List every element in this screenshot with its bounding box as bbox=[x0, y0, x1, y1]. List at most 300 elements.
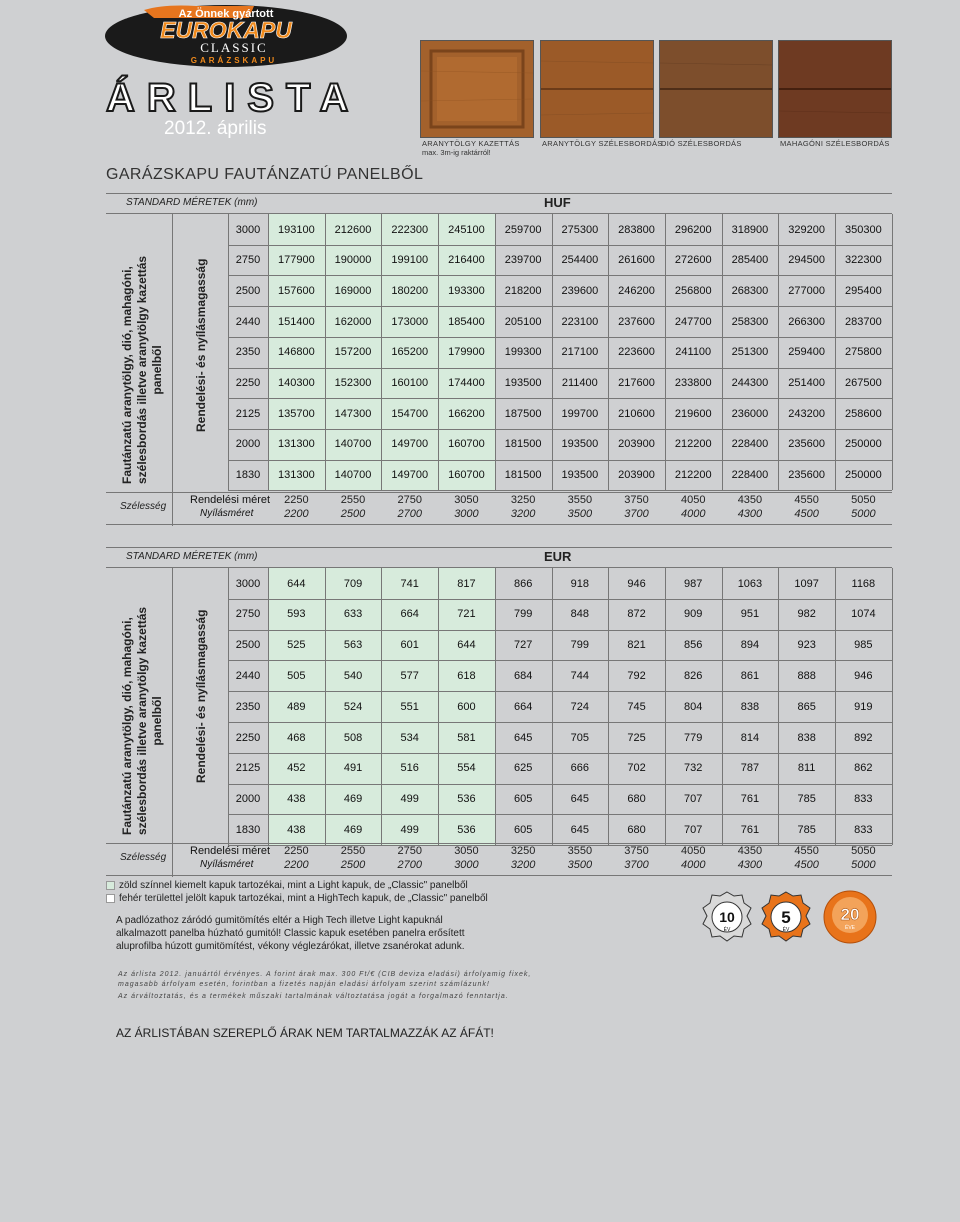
standard-sizes-label: STANDARD MÉRETEK (mm) bbox=[126, 551, 258, 562]
price-cell: 469 bbox=[343, 823, 363, 836]
price-cell: 193100 bbox=[277, 223, 315, 236]
opening-width: 4500 bbox=[794, 508, 819, 520]
badge-5-year-icon bbox=[762, 892, 810, 941]
badge-number: 5 bbox=[781, 908, 791, 927]
legend-white-swatch bbox=[106, 894, 115, 903]
brand-tagline: Az Önnek gyártott bbox=[178, 8, 274, 20]
price-cell: 251400 bbox=[788, 377, 825, 389]
price-cell: 923 bbox=[797, 639, 816, 652]
height-cell: 2350 bbox=[235, 700, 261, 713]
price-cell: 239700 bbox=[504, 254, 542, 267]
price-cell: 525 bbox=[287, 639, 306, 652]
brand-name: EUROKAPU bbox=[160, 17, 292, 43]
opening-width: 2700 bbox=[397, 508, 422, 520]
height-cell: 1830 bbox=[235, 823, 261, 836]
price-cell: 235600 bbox=[788, 469, 825, 482]
sealing-note bbox=[116, 914, 465, 953]
table-row bbox=[228, 368, 892, 399]
price-cell: 157200 bbox=[334, 346, 372, 359]
height-cell: 2250 bbox=[235, 377, 261, 389]
price-cell: 294500 bbox=[788, 254, 825, 267]
price-cell: 633 bbox=[343, 608, 363, 621]
price-cell: 267500 bbox=[844, 377, 882, 389]
price-cell: 241100 bbox=[675, 346, 712, 359]
price-cell: 680 bbox=[627, 823, 646, 836]
height-cell: 2440 bbox=[235, 669, 261, 682]
price-cell: 438 bbox=[287, 793, 306, 806]
price-cell: 605 bbox=[513, 823, 533, 836]
price-cell: 140300 bbox=[277, 377, 315, 389]
badge-unit: ÉV bbox=[723, 927, 731, 933]
order-width: 3250 bbox=[510, 494, 536, 506]
standard-sizes-label: STANDARD MÉRETEK (mm) bbox=[126, 197, 258, 208]
price-cell: 146800 bbox=[277, 346, 315, 359]
price-cell: 872 bbox=[627, 608, 646, 621]
price-cell: 469 bbox=[343, 793, 363, 806]
price-cell: 266300 bbox=[788, 315, 825, 328]
price-cell: 199100 bbox=[391, 254, 429, 267]
price-cell: 909 bbox=[684, 608, 703, 621]
price-cell: 193300 bbox=[448, 284, 485, 297]
height-cell: 2250 bbox=[235, 731, 261, 744]
price-cell: 919 bbox=[854, 700, 873, 713]
height-cell: 2125 bbox=[235, 762, 261, 775]
price-cell: 918 bbox=[570, 577, 590, 590]
price-cell: 833 bbox=[854, 823, 873, 836]
currency-label: HUF bbox=[544, 195, 571, 210]
price-cell: 577 bbox=[400, 669, 419, 682]
price-cell: 861 bbox=[740, 669, 760, 682]
price-cell: 193500 bbox=[504, 377, 542, 389]
table-row bbox=[228, 337, 892, 368]
price-cell: 217100 bbox=[561, 346, 599, 359]
price-cell: 605 bbox=[513, 793, 533, 806]
table-row bbox=[228, 306, 892, 337]
price-cell: 1168 bbox=[851, 577, 876, 590]
price-cell: 205100 bbox=[504, 315, 542, 328]
price-cell: 203900 bbox=[618, 438, 655, 451]
price-cell: 275300 bbox=[561, 223, 599, 236]
price-cell: 508 bbox=[343, 731, 363, 744]
price-cell: 499 bbox=[400, 793, 419, 806]
note-line: aluprofilba húzott gumitömítést, vékony véglezárókat, illetve zsanérokat adunk. bbox=[116, 941, 465, 952]
price-cell: 239600 bbox=[561, 284, 599, 297]
width-label: Szélesség bbox=[120, 852, 167, 863]
height-cell: 2125 bbox=[235, 407, 261, 420]
price-list-date: 2012. április bbox=[164, 118, 267, 139]
price-cell: 982 bbox=[797, 608, 816, 621]
price-cell: 862 bbox=[854, 762, 873, 775]
table-row bbox=[228, 753, 892, 784]
price-cell: 285400 bbox=[731, 254, 769, 267]
height-cell: 1830 bbox=[235, 469, 261, 482]
price-cell: 131300 bbox=[277, 438, 315, 451]
currency-label: EUR bbox=[544, 549, 572, 564]
price-cell: 838 bbox=[797, 731, 816, 744]
order-size-label: Rendelési méret bbox=[190, 845, 271, 857]
opening-size-label: Nyílásméret bbox=[200, 508, 254, 519]
price-cell: 237600 bbox=[618, 315, 655, 328]
eurokapu-logo bbox=[104, 4, 348, 68]
price-cell: 322300 bbox=[844, 254, 882, 267]
table-row bbox=[228, 275, 892, 306]
price-cell: 261600 bbox=[618, 254, 655, 267]
order-width: 2550 bbox=[340, 845, 366, 857]
opening-width: 4300 bbox=[737, 859, 763, 871]
height-cell: 2750 bbox=[235, 254, 261, 267]
badge-20-year-icon bbox=[824, 891, 876, 943]
price-cell: 218200 bbox=[504, 284, 542, 297]
price-cell: 329200 bbox=[788, 223, 825, 236]
price-cell: 761 bbox=[740, 823, 760, 836]
swatch-mahagoni-szelesbordas bbox=[778, 40, 892, 138]
price-cell: 894 bbox=[740, 639, 760, 652]
table-row bbox=[228, 630, 892, 661]
fine-print: Az árváltoztatás, és a termékek műszaki tartalmának változtatása jogát a forgalmazó fenntartja. bbox=[118, 993, 509, 1000]
price-cell: 185400 bbox=[448, 315, 485, 328]
price-cell: 283800 bbox=[618, 223, 655, 236]
price-cell: 179900 bbox=[448, 346, 485, 359]
order-width: 3750 bbox=[624, 494, 649, 506]
table-row bbox=[228, 660, 892, 691]
price-cell: 452 bbox=[287, 762, 306, 775]
price-cell: 259400 bbox=[788, 346, 825, 359]
table-header bbox=[106, 194, 892, 214]
price-cell: 856 bbox=[684, 639, 703, 652]
price-cell: 147300 bbox=[334, 407, 372, 420]
price-cell: 536 bbox=[457, 793, 476, 806]
swatch-caption: MAHAGÓNI SZÉLESBORDÁS bbox=[780, 139, 890, 148]
price-cell: 785 bbox=[797, 823, 816, 836]
product-side-label: Fautánzatú aranytölgy, dió, mahagóni, szélesbordás illetve aranytölgy kazettás panelből bbox=[120, 606, 164, 835]
table-row bbox=[228, 599, 892, 630]
price-cell: 1063 bbox=[737, 577, 763, 590]
price-table-eur bbox=[106, 547, 892, 877]
opening-width: 4300 bbox=[737, 508, 763, 520]
fine-print: Az árlista 2012. januártól érvényes. A forint árak max. 300 Ft/€ (CIB deviza eladási) árfolyamig fixek, bbox=[118, 971, 532, 978]
price-cell: 247700 bbox=[674, 315, 712, 328]
price-table-huf bbox=[106, 193, 892, 526]
price-cell: 664 bbox=[513, 700, 533, 713]
note-line: alkalmazott panelba húzható gumitól! Classic kapuk esetében panelra erősített bbox=[116, 928, 465, 939]
price-cell: 199300 bbox=[504, 346, 542, 359]
price-cell: 223100 bbox=[561, 315, 599, 328]
opening-width: 4000 bbox=[680, 859, 706, 871]
price-cell: 236000 bbox=[731, 407, 769, 420]
opening-width: 2500 bbox=[340, 508, 366, 520]
price-cell: 1074 bbox=[851, 608, 876, 621]
price-cell: 593 bbox=[287, 608, 306, 621]
price-cell: 618 bbox=[457, 669, 476, 682]
order-width: 4350 bbox=[737, 845, 763, 857]
price-cell: 212200 bbox=[674, 438, 712, 451]
price-cell: 645 bbox=[513, 731, 533, 744]
price-cell: 223600 bbox=[618, 346, 655, 359]
price-cell: 151400 bbox=[277, 315, 315, 328]
price-cell: 251300 bbox=[731, 346, 769, 359]
price-cell: 1097 bbox=[794, 577, 819, 590]
price-cell: 173000 bbox=[391, 315, 429, 328]
price-cell: 745 bbox=[627, 700, 646, 713]
legend-white bbox=[106, 893, 488, 904]
order-width: 4050 bbox=[680, 494, 706, 506]
height-cell: 3000 bbox=[235, 577, 261, 590]
order-width: 3050 bbox=[454, 845, 479, 857]
opening-width: 4500 bbox=[794, 859, 819, 871]
table-row bbox=[228, 460, 892, 491]
badge-unit: ÉV bbox=[782, 927, 790, 933]
price-cell: 946 bbox=[854, 669, 873, 682]
price-cell: 468 bbox=[287, 731, 306, 744]
price-cell: 228400 bbox=[731, 469, 769, 482]
opening-width: 3500 bbox=[567, 859, 593, 871]
swatch-caption: DIÓ SZÉLESBORDÁS bbox=[661, 139, 742, 148]
order-width: 3550 bbox=[567, 845, 593, 857]
price-cell: 644 bbox=[287, 577, 306, 590]
fine-print: magasabb árfolyam esetén, forintban a fizetés napján eladási árfolyam szerint számlázunk! bbox=[118, 981, 490, 988]
price-cell: 193500 bbox=[561, 438, 599, 451]
price-cell: 799 bbox=[570, 639, 590, 652]
opening-width: 5000 bbox=[851, 508, 876, 520]
price-cell: 600 bbox=[457, 700, 476, 713]
price-cell: 865 bbox=[797, 700, 816, 713]
price-cell: 946 bbox=[627, 577, 646, 590]
brand-sub2: GARÁZSKAPU bbox=[190, 56, 278, 65]
price-cell: 283700 bbox=[844, 315, 882, 328]
price-cell: 217600 bbox=[618, 377, 655, 389]
price-cell: 203900 bbox=[618, 469, 655, 482]
height-side-label: Rendelési- és nyílásmagasság bbox=[194, 258, 208, 432]
price-cell: 814 bbox=[740, 731, 760, 744]
price-cell: 645 bbox=[570, 823, 590, 836]
price-cell: 174400 bbox=[448, 377, 485, 389]
price-cell: 644 bbox=[457, 639, 476, 652]
price-cell: 799 bbox=[513, 608, 533, 621]
order-width: 4350 bbox=[737, 494, 763, 506]
swatch-aranytolgy-kazettas bbox=[420, 40, 534, 138]
price-cell: 625 bbox=[513, 762, 533, 775]
price-cell: 724 bbox=[570, 700, 590, 713]
legend-green-swatch bbox=[106, 881, 115, 890]
price-cell: 131300 bbox=[277, 469, 315, 482]
price-cell: 162000 bbox=[334, 315, 372, 328]
height-cell: 2000 bbox=[235, 438, 261, 451]
table-header bbox=[106, 548, 892, 568]
table-row bbox=[228, 722, 892, 753]
opening-width: 4000 bbox=[680, 508, 706, 520]
price-cell: 645 bbox=[570, 793, 590, 806]
price-cell: 243200 bbox=[788, 407, 825, 420]
table-row bbox=[228, 214, 892, 245]
price-cell: 721 bbox=[457, 608, 476, 621]
order-width: 2250 bbox=[284, 494, 309, 506]
order-width: 2750 bbox=[397, 845, 422, 857]
warranty-badges bbox=[700, 890, 890, 944]
price-cell: 792 bbox=[627, 669, 646, 682]
order-width: 2750 bbox=[397, 494, 422, 506]
swatch-caption-note: max. 3m-ig raktárról! bbox=[422, 148, 491, 157]
price-cell: 245100 bbox=[448, 223, 485, 236]
price-cell: 892 bbox=[854, 731, 873, 744]
height-cell: 2750 bbox=[235, 608, 261, 621]
price-cell: 169000 bbox=[334, 284, 372, 297]
price-cell: 256800 bbox=[674, 284, 712, 297]
price-cell: 222300 bbox=[391, 223, 429, 236]
price-cell: 551 bbox=[400, 700, 419, 713]
order-width: 2250 bbox=[284, 845, 309, 857]
order-width: 3250 bbox=[510, 845, 536, 857]
price-cell: 987 bbox=[684, 577, 703, 590]
price-cell: 540 bbox=[343, 669, 363, 682]
height-cell: 2440 bbox=[235, 315, 261, 328]
opening-width: 5000 bbox=[851, 859, 876, 871]
opening-width: 3000 bbox=[454, 859, 479, 871]
price-cell: 190000 bbox=[334, 254, 372, 267]
price-cell: 741 bbox=[400, 577, 419, 590]
price-cell: 985 bbox=[854, 639, 873, 652]
price-cell: 554 bbox=[457, 762, 476, 775]
price-cell: 135700 bbox=[277, 407, 315, 420]
price-cell: 601 bbox=[400, 639, 419, 652]
table-row bbox=[228, 245, 892, 276]
price-cell: 296200 bbox=[674, 223, 712, 236]
price-cell: 826 bbox=[684, 669, 703, 682]
price-cell: 166200 bbox=[448, 407, 485, 420]
price-cell: 250000 bbox=[844, 438, 882, 451]
price-cell: 181500 bbox=[504, 438, 542, 451]
order-width: 3050 bbox=[454, 494, 479, 506]
section-title: GARÁZSKAPU FAUTÁNZATÚ PANELBŐL bbox=[106, 166, 424, 183]
width-label: Szélesség bbox=[120, 501, 167, 512]
price-cell: 275800 bbox=[844, 346, 882, 359]
table-row bbox=[228, 429, 892, 460]
price-cell: 181500 bbox=[504, 469, 542, 482]
price-cell: 235600 bbox=[788, 438, 825, 451]
price-cell: 254400 bbox=[561, 254, 599, 267]
price-cell: 787 bbox=[740, 762, 760, 775]
price-cell: 438 bbox=[287, 823, 306, 836]
opening-size-label: Nyílásméret bbox=[200, 859, 254, 870]
price-cell: 152300 bbox=[334, 377, 372, 389]
price-cell: 499 bbox=[400, 823, 419, 836]
price-cell: 228400 bbox=[731, 438, 769, 451]
price-cell: 951 bbox=[740, 608, 760, 621]
price-cell: 505 bbox=[287, 669, 306, 682]
price-cell: 350300 bbox=[844, 223, 882, 236]
opening-width: 3700 bbox=[624, 859, 649, 871]
page-title: ÁRLISTA bbox=[106, 76, 361, 120]
price-cell: 157600 bbox=[277, 284, 315, 297]
price-cell: 489 bbox=[287, 700, 306, 713]
price-cell: 709 bbox=[343, 577, 363, 590]
order-size-label: Rendelési méret bbox=[190, 494, 271, 506]
price-cell: 211400 bbox=[561, 377, 598, 389]
swatch-caption: ARANYTÖLGY SZÉLESBORDÁS bbox=[542, 139, 663, 148]
order-width: 2550 bbox=[340, 494, 366, 506]
opening-width: 2700 bbox=[397, 859, 422, 871]
price-cell: 160700 bbox=[448, 438, 485, 451]
order-width: 3750 bbox=[624, 845, 649, 857]
price-cell: 187500 bbox=[504, 407, 542, 420]
price-cell: 732 bbox=[684, 762, 703, 775]
table-row bbox=[228, 784, 892, 815]
price-cell: 160700 bbox=[448, 469, 485, 482]
order-width: 4550 bbox=[794, 845, 819, 857]
price-cell: 295400 bbox=[844, 284, 882, 297]
price-cell: 707 bbox=[684, 793, 703, 806]
swatch-aranytolgy-szelesbordas bbox=[540, 40, 654, 138]
legend-white-text: fehér területtel jelölt kapuk tartozékai, mint a HighTech kapuk, de „Classic" panelből bbox=[119, 893, 488, 904]
opening-width: 3500 bbox=[567, 508, 593, 520]
price-cell: 165200 bbox=[391, 346, 429, 359]
price-cell: 491 bbox=[343, 762, 363, 775]
price-cell: 563 bbox=[343, 639, 363, 652]
price-cell: 866 bbox=[513, 577, 533, 590]
price-cell: 258300 bbox=[731, 315, 769, 328]
price-cell: 817 bbox=[457, 577, 476, 590]
price-cell: 761 bbox=[740, 793, 760, 806]
legend-green bbox=[106, 880, 468, 891]
table-row bbox=[228, 691, 892, 722]
product-side-label: Fautánzatú aranytölgy, dió, mahagóni, szélesbordás illetve aranytölgy kazettás panelből bbox=[120, 255, 164, 484]
note-line: A padlózathoz záródó gumitömítés eltér a High Tech illetve Light kapuknál bbox=[116, 915, 443, 926]
price-cell: 210600 bbox=[618, 407, 655, 420]
price-cell: 779 bbox=[684, 731, 703, 744]
order-width: 3550 bbox=[567, 494, 593, 506]
price-cell: 524 bbox=[343, 700, 363, 713]
height-side-label: Rendelési- és nyílásmagasság bbox=[194, 609, 208, 783]
price-cell: 581 bbox=[457, 731, 476, 744]
height-cell: 3000 bbox=[235, 223, 261, 236]
price-cell: 848 bbox=[570, 608, 590, 621]
price-cell: 193500 bbox=[561, 469, 599, 482]
price-cell: 140700 bbox=[334, 438, 372, 451]
opening-width: 3200 bbox=[510, 859, 536, 871]
price-cell: 516 bbox=[400, 762, 419, 775]
table-row bbox=[228, 398, 892, 429]
legend-green-text: zöld színnel kiemelt kapuk tartozékai, mint a Light kapuk, de „Classic" panelből bbox=[119, 880, 468, 891]
height-cell: 2350 bbox=[235, 346, 261, 359]
opening-width: 3700 bbox=[624, 508, 649, 520]
price-cell: 219600 bbox=[674, 407, 712, 420]
price-cell: 725 bbox=[627, 731, 646, 744]
vat-note: AZ ÁRLISTÁBAN SZEREPLŐ ÁRAK NEM TARTALMAZZÁK AZ ÁFÁT! bbox=[116, 1026, 494, 1040]
opening-width: 2500 bbox=[340, 859, 366, 871]
price-cell: 680 bbox=[627, 793, 646, 806]
price-cell: 838 bbox=[740, 700, 760, 713]
price-cell: 534 bbox=[400, 731, 419, 744]
price-cell: 199700 bbox=[561, 407, 599, 420]
price-cell: 272600 bbox=[674, 254, 712, 267]
price-cell: 536 bbox=[457, 823, 476, 836]
table-row bbox=[228, 814, 892, 845]
opening-width: 2200 bbox=[284, 859, 309, 871]
opening-width: 2200 bbox=[284, 508, 309, 520]
price-cell: 258600 bbox=[844, 407, 882, 420]
price-cell: 212600 bbox=[334, 223, 372, 236]
price-cell: 149700 bbox=[391, 438, 429, 451]
opening-width: 3200 bbox=[510, 508, 536, 520]
price-cell: 233800 bbox=[674, 377, 712, 389]
price-cell: 684 bbox=[513, 669, 533, 682]
price-cell: 216400 bbox=[448, 254, 485, 267]
price-cell: 154700 bbox=[391, 407, 429, 420]
price-cell: 149700 bbox=[391, 469, 429, 482]
price-cell: 888 bbox=[797, 669, 816, 682]
brand-sub: CLASSIC bbox=[200, 40, 268, 55]
order-width: 5050 bbox=[851, 845, 876, 857]
badge-number: 10 bbox=[719, 909, 735, 925]
